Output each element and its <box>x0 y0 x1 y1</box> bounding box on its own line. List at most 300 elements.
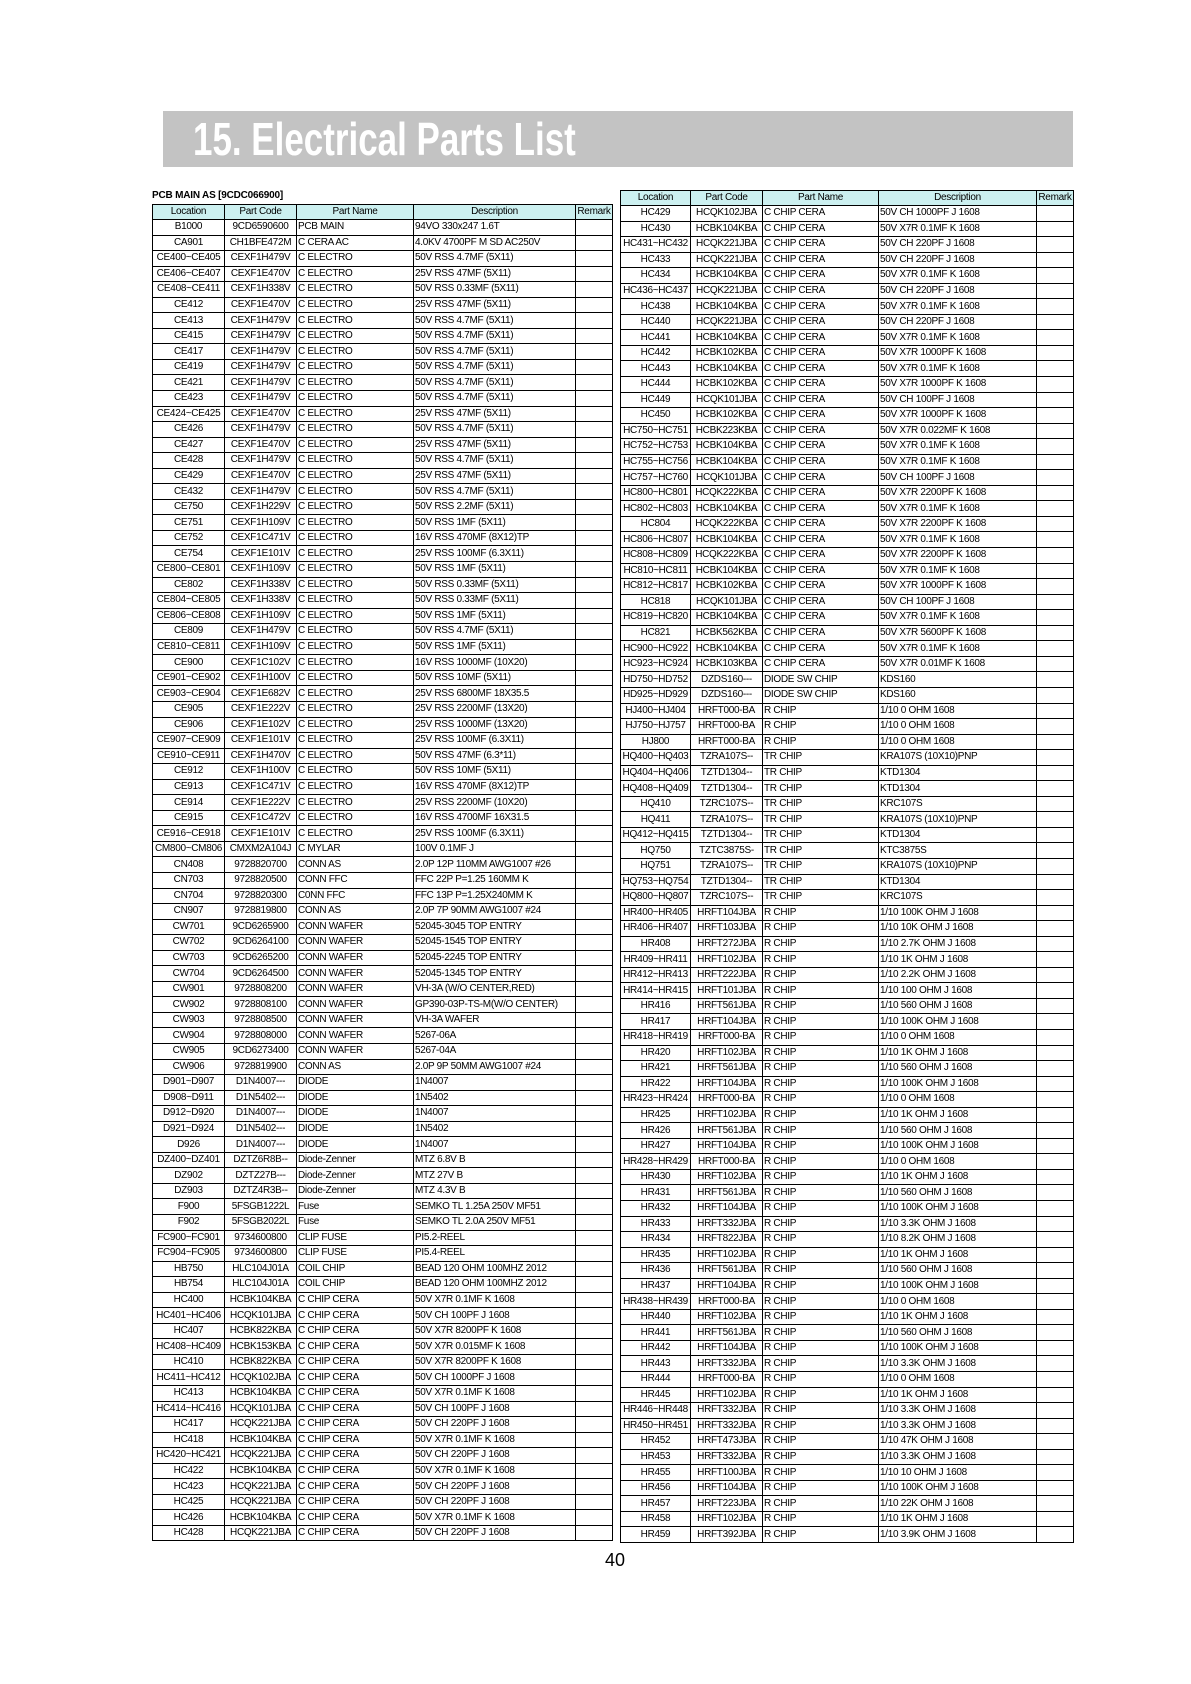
table-row <box>153 1432 613 1448</box>
location-cell: HR417 <box>621 1014 691 1030</box>
remark-cell <box>576 1168 613 1184</box>
part-name-cell: R CHIP <box>763 1278 879 1294</box>
part-code-cell: TZRC107S-- <box>691 890 763 906</box>
remark-cell <box>1037 330 1074 346</box>
column-header-location: Location <box>621 191 691 206</box>
location-cell: HC438 <box>621 299 691 315</box>
remark-cell <box>576 1012 613 1028</box>
remark-cell <box>576 1183 613 1199</box>
part-name-cell: C CHIP CERA <box>763 206 879 222</box>
part-code-cell: HCBK104KBA <box>691 641 763 657</box>
location-cell: HC429 <box>621 206 691 222</box>
part-code-cell: HRFT102JBA <box>691 1045 763 1061</box>
location-cell: CN408 <box>153 857 225 873</box>
part-name-cell: C ELECTRO <box>297 655 414 671</box>
remark-cell <box>1037 952 1074 968</box>
location-cell: CW905 <box>153 1043 225 1059</box>
part-name-cell: R CHIP <box>763 1138 879 1154</box>
part-code-cell: HRFT332JBA <box>691 1403 763 1419</box>
description-cell: 1N4007 <box>414 1075 576 1091</box>
remark-cell <box>1037 268 1074 284</box>
location-cell: CE913 <box>153 779 225 795</box>
description-cell: 1N5402 <box>414 1090 576 1106</box>
description-cell: 1/10 1K OHM J 1608 <box>879 1107 1037 1123</box>
remark-cell <box>1037 1154 1074 1170</box>
part-code-cell: CEXF1C472V <box>225 810 297 826</box>
description-cell: 50V RSS 2.2MF (5X11) <box>414 499 576 515</box>
table-row <box>153 577 613 593</box>
table-row <box>153 1075 613 1091</box>
description-cell: 1/10 3.3K OHM J 1608 <box>879 1216 1037 1232</box>
location-cell: CN703 <box>153 872 225 888</box>
location-cell: D921~D924 <box>153 1121 225 1137</box>
description-cell: 25V RSS 47MF (5X11) <box>414 297 576 313</box>
description-cell: 1/10 47K OHM J 1608 <box>879 1434 1037 1450</box>
table-row <box>621 734 1074 750</box>
table-row <box>621 283 1074 299</box>
remark-cell <box>576 1137 613 1153</box>
part-name-cell: C ELECTRO <box>297 593 414 609</box>
part-name-cell: DIODE <box>297 1121 414 1137</box>
part-code-cell: HRFT000-BA <box>691 703 763 719</box>
table-row <box>153 1417 613 1433</box>
table-row <box>621 485 1074 501</box>
header-row <box>621 191 1074 206</box>
description-cell: 1/10 3.3K OHM J 1608 <box>879 1356 1037 1372</box>
location-cell: HR428~HR429 <box>621 1154 691 1170</box>
table-row <box>621 1076 1074 1092</box>
location-cell: HC413 <box>153 1386 225 1402</box>
part-name-cell: R CHIP <box>763 1340 879 1356</box>
location-cell: CE901~CE902 <box>153 670 225 686</box>
remark-cell <box>576 593 613 609</box>
part-name-cell: C CHIP CERA <box>297 1494 414 1510</box>
part-name-cell: CONN WAFER <box>297 997 414 1013</box>
table-row <box>153 391 613 407</box>
table-row <box>621 1496 1074 1512</box>
part-name-cell: C ELECTRO <box>297 422 414 438</box>
part-name-cell: PCB MAIN <box>297 220 414 236</box>
part-name-cell: C CHIP CERA <box>763 221 879 237</box>
description-cell: 1/10 3.3K OHM J 1608 <box>879 1403 1037 1419</box>
table-row <box>621 703 1074 719</box>
part-code-cell: HRFT332JBA <box>691 1216 763 1232</box>
remark-cell <box>576 701 613 717</box>
part-name-cell: C CHIP CERA <box>297 1323 414 1339</box>
description-cell: 1/10 100K OHM J 1608 <box>879 905 1037 921</box>
part-name-cell: R CHIP <box>763 998 879 1014</box>
remark-cell <box>1037 874 1074 890</box>
description-cell: 1/10 1K OHM J 1608 <box>879 1169 1037 1185</box>
description-cell: 50V X7R 0.1MF K 1608 <box>414 1386 576 1402</box>
remark-cell <box>576 1059 613 1075</box>
part-code-cell: HCQK221JBA <box>691 237 763 253</box>
location-cell: CE907~CE909 <box>153 733 225 749</box>
description-cell: 50V CH 220PF J 1608 <box>414 1479 576 1495</box>
location-cell: F902 <box>153 1215 225 1231</box>
remark-cell <box>576 966 613 982</box>
remark-cell <box>576 608 613 624</box>
location-cell: CE915 <box>153 810 225 826</box>
part-name-cell: C MYLAR <box>297 841 414 857</box>
description-cell: 50V X7R 0.1MF K 1608 <box>879 361 1037 377</box>
remark-cell <box>576 748 613 764</box>
part-code-cell: HCBK104KBA <box>691 268 763 284</box>
description-cell: 4.0KV 4700PF M SD AC250V <box>414 235 576 251</box>
part-name-cell: C CERA AC <box>297 235 414 251</box>
remark-cell <box>1037 1372 1074 1388</box>
part-code-cell: CEXF1H479V <box>225 391 297 407</box>
description-cell: KRA107S (10X10)PNP <box>879 858 1037 874</box>
description-cell: 52045-3045 TOP ENTRY <box>414 919 576 935</box>
description-cell: FFC 22P P=1.25 160MM K <box>414 872 576 888</box>
description-cell: 50V RSS 4.7MF (5X11) <box>414 344 576 360</box>
location-cell: HC428 <box>153 1525 225 1541</box>
description-cell: 50V X7R 0.1MF K 1608 <box>879 299 1037 315</box>
part-code-cell: CEXF1H479V <box>225 251 297 267</box>
table-row <box>153 1106 613 1122</box>
description-cell: 1/10 1K OHM J 1608 <box>879 1309 1037 1325</box>
location-cell: CE804~CE805 <box>153 593 225 609</box>
table-row <box>621 361 1074 377</box>
remark-cell <box>576 1043 613 1059</box>
location-cell: CW702 <box>153 935 225 951</box>
table-row <box>621 781 1074 797</box>
remark-cell <box>576 515 613 531</box>
part-name-cell: C CHIP CERA <box>763 641 879 657</box>
table-row <box>153 639 613 655</box>
location-cell: HC821 <box>621 625 691 641</box>
part-code-cell: CEXF1E102V <box>225 717 297 733</box>
remark-cell <box>1037 703 1074 719</box>
table-row <box>153 1292 613 1308</box>
table-row <box>153 764 613 780</box>
remark-cell <box>1037 936 1074 952</box>
description-cell: FFC 13P P=1.25X240MM K <box>414 888 576 904</box>
description-cell: 1/10 560 OHM J 1608 <box>879 998 1037 1014</box>
remark-cell <box>1037 1309 1074 1325</box>
table-row <box>621 1029 1074 1045</box>
part-name-cell: C CHIP CERA <box>763 252 879 268</box>
description-cell: 1/10 10 OHM J 1608 <box>879 1465 1037 1481</box>
part-name-cell: C CHIP CERA <box>763 330 879 346</box>
remark-cell <box>1037 532 1074 548</box>
part-name-cell: R CHIP <box>763 1029 879 1045</box>
remark-cell <box>1037 1107 1074 1123</box>
remark-cell <box>1037 1278 1074 1294</box>
part-code-cell: TZRA107S-- <box>691 812 763 828</box>
location-cell: HJ800 <box>621 734 691 750</box>
title-banner <box>163 111 1073 167</box>
location-cell: CE417 <box>153 344 225 360</box>
description-cell: 25V RSS 1000MF (13X20) <box>414 717 576 733</box>
table-row <box>153 1121 613 1137</box>
part-code-cell: 9CD6265200 <box>225 950 297 966</box>
part-name-cell: TR CHIP <box>763 827 879 843</box>
table-row <box>153 717 613 733</box>
table-row <box>153 655 613 671</box>
table-row <box>621 1480 1074 1496</box>
table-row <box>621 1372 1074 1388</box>
location-cell: HR416 <box>621 998 691 1014</box>
remark-cell <box>1037 625 1074 641</box>
table-row <box>153 1463 613 1479</box>
location-cell: CE415 <box>153 328 225 344</box>
location-cell: HR427 <box>621 1138 691 1154</box>
part-code-cell: HCQK101JBA <box>691 594 763 610</box>
table-row <box>621 750 1074 766</box>
remark-cell <box>1037 967 1074 983</box>
description-cell: 50V RSS 0.33MF (5X11) <box>414 593 576 609</box>
remark-cell <box>576 297 613 313</box>
description-cell: 50V X7R 0.1MF K 1608 <box>879 268 1037 284</box>
part-name-cell: R CHIP <box>763 1309 879 1325</box>
part-code-cell: HCBK104KBA <box>691 532 763 548</box>
remark-cell <box>1037 1325 1074 1341</box>
part-code-cell: HRFT222JBA <box>691 967 763 983</box>
remark-cell <box>1037 1496 1074 1512</box>
location-cell: HR435 <box>621 1247 691 1263</box>
remark-cell <box>1037 796 1074 812</box>
part-code-cell: CEXF1H100V <box>225 670 297 686</box>
location-cell: CW701 <box>153 919 225 935</box>
part-name-cell: CONN WAFER <box>297 1043 414 1059</box>
part-code-cell: HCBK104KBA <box>225 1510 297 1526</box>
part-code-cell: HRFT822JBA <box>691 1232 763 1248</box>
description-cell: 5267-04A <box>414 1043 576 1059</box>
remark-cell <box>576 655 613 671</box>
part-name-cell: C ELECTRO <box>297 670 414 686</box>
remark-cell <box>576 1292 613 1308</box>
table-row <box>153 670 613 686</box>
part-name-cell: C ELECTRO <box>297 764 414 780</box>
table-row <box>621 470 1074 486</box>
remark-cell <box>576 764 613 780</box>
remark-cell <box>576 1510 613 1526</box>
table-row <box>153 406 613 422</box>
table-row <box>153 826 613 842</box>
description-cell: 50V RSS 4.7MF (5X11) <box>414 251 576 267</box>
location-cell: CE400~CE405 <box>153 251 225 267</box>
part-code-cell: HRFT561JBA <box>691 1123 763 1139</box>
part-code-cell: HCQK101JBA <box>691 470 763 486</box>
page-title: 15. Electrical Parts List <box>193 113 576 165</box>
part-code-cell: HRFT102JBA <box>691 1511 763 1527</box>
part-code-cell: 9728808200 <box>225 981 297 997</box>
part-name-cell: C CHIP CERA <box>297 1354 414 1370</box>
location-cell: DZ902 <box>153 1168 225 1184</box>
part-code-cell: HRFT102JBA <box>691 1169 763 1185</box>
table-row <box>621 1465 1074 1481</box>
table-row <box>621 672 1074 688</box>
description-cell: 25V RSS 6800MF 18X35.5 <box>414 686 576 702</box>
part-name-cell: C CHIP CERA <box>297 1432 414 1448</box>
part-code-cell: HCBK102KBA <box>691 579 763 595</box>
remark-cell <box>576 344 613 360</box>
remark-cell <box>1037 206 1074 222</box>
remark-cell <box>576 1106 613 1122</box>
location-cell: HC900~HC922 <box>621 641 691 657</box>
part-name-cell: Fuse <box>297 1215 414 1231</box>
parts-table-left <box>152 204 613 1541</box>
table-row <box>153 546 613 562</box>
part-name-cell: DIODE SW CHIP <box>763 672 879 688</box>
description-cell: PI5.4-REEL <box>414 1246 576 1262</box>
location-cell: F900 <box>153 1199 225 1215</box>
part-code-cell: 5FSGB2022L <box>225 1215 297 1231</box>
description-cell: 50V X7R 0.1MF K 1608 <box>879 439 1037 455</box>
remark-cell <box>1037 765 1074 781</box>
description-cell: 25V RSS 100MF (6.3X11) <box>414 733 576 749</box>
remark-cell <box>576 437 613 453</box>
part-name-cell: C ELECTRO <box>297 795 414 811</box>
description-cell: 1/10 3.3K OHM J 1608 <box>879 1449 1037 1465</box>
part-code-cell: CEXF1H479V <box>225 359 297 375</box>
part-name-cell: C CHIP CERA <box>297 1308 414 1324</box>
column-header-part-name: Part Name <box>763 191 879 206</box>
description-cell: 50V CH 100PF J 1608 <box>879 594 1037 610</box>
location-cell: CE427 <box>153 437 225 453</box>
part-name-cell: TR CHIP <box>763 843 879 859</box>
remark-cell <box>576 1323 613 1339</box>
description-cell: MTZ 27V B <box>414 1168 576 1184</box>
remark-cell <box>1037 454 1074 470</box>
table-row <box>153 1510 613 1526</box>
part-name-cell: C CHIP CERA <box>297 1510 414 1526</box>
location-cell: HR441 <box>621 1325 691 1341</box>
part-code-cell: CEXF1H479V <box>225 422 297 438</box>
description-cell: 1/10 560 OHM J 1608 <box>879 1061 1037 1077</box>
column-header-part-code: Part Code <box>225 205 297 220</box>
part-code-cell: HCBK102KBA <box>691 408 763 424</box>
part-code-cell: DZTZ6R8B-- <box>225 1152 297 1168</box>
part-code-cell: HRFT104JBA <box>691 1076 763 1092</box>
part-name-cell: C ELECTRO <box>297 639 414 655</box>
table-row <box>621 1232 1074 1248</box>
location-cell: CW901 <box>153 981 225 997</box>
location-cell: HR438~HR439 <box>621 1294 691 1310</box>
remark-cell <box>1037 1434 1074 1450</box>
part-code-cell: HCQK221JBA <box>225 1448 297 1464</box>
description-cell: 50V CH 220PF J 1608 <box>414 1417 576 1433</box>
table-row <box>153 1137 613 1153</box>
location-cell: CE424~CE425 <box>153 406 225 422</box>
part-name-cell: C ELECTRO <box>297 562 414 578</box>
part-name-cell: R CHIP <box>763 1092 879 1108</box>
remark-cell <box>1037 858 1074 874</box>
description-cell: 100V 0.1MF J <box>414 841 576 857</box>
table-row <box>153 779 613 795</box>
remark-cell <box>1037 750 1074 766</box>
part-name-cell: C CHIP CERA <box>763 454 879 470</box>
table-row <box>153 1261 613 1277</box>
part-name-cell: C CHIP CERA <box>297 1525 414 1541</box>
location-cell: CE413 <box>153 313 225 329</box>
remark-cell <box>576 841 613 857</box>
part-code-cell: HCQK102JBA <box>225 1370 297 1386</box>
remark-cell <box>1037 983 1074 999</box>
location-cell: FC900~FC901 <box>153 1230 225 1246</box>
table-row <box>621 1325 1074 1341</box>
location-cell: HR442 <box>621 1340 691 1356</box>
part-name-cell: TR CHIP <box>763 765 879 781</box>
part-name-cell: C CHIP CERA <box>763 485 879 501</box>
table-row <box>153 1525 613 1541</box>
table-row <box>621 1263 1074 1279</box>
part-name-cell: R CHIP <box>763 1045 879 1061</box>
location-cell: FC904~FC905 <box>153 1246 225 1262</box>
part-code-cell: HRFT000-BA <box>691 1372 763 1388</box>
location-cell: CW906 <box>153 1059 225 1075</box>
remark-cell <box>1037 1294 1074 1310</box>
table-row <box>153 608 613 624</box>
table-row <box>153 872 613 888</box>
description-cell: SEMKO TL 1.25A 250V MF51 <box>414 1199 576 1215</box>
table-row <box>153 297 613 313</box>
location-cell: HC808~HC809 <box>621 548 691 564</box>
description-cell: 94VO 330x247 1.6T <box>414 220 576 236</box>
description-cell: 50V X7R 0.1MF K 1608 <box>414 1463 576 1479</box>
remark-cell <box>576 499 613 515</box>
part-name-cell: C ELECTRO <box>297 437 414 453</box>
remark-cell <box>1037 299 1074 315</box>
table-row <box>153 328 613 344</box>
table-row <box>153 935 613 951</box>
remark-cell <box>1037 594 1074 610</box>
location-cell: HQ753~HQ754 <box>621 874 691 890</box>
part-code-cell: HCBK104KBA <box>691 439 763 455</box>
part-code-cell: CMXM2A104J <box>225 841 297 857</box>
part-name-cell: C CHIP CERA <box>763 470 879 486</box>
part-name-cell: COIL CHIP <box>297 1277 414 1293</box>
table-row <box>621 610 1074 626</box>
part-name-cell: C ELECTRO <box>297 313 414 329</box>
remark-cell <box>576 546 613 562</box>
part-code-cell: HRFT100JBA <box>691 1465 763 1481</box>
remark-cell <box>576 904 613 920</box>
part-code-cell: HRFT102JBA <box>691 952 763 968</box>
part-name-cell: R CHIP <box>763 1511 879 1527</box>
remark-cell <box>576 795 613 811</box>
part-name-cell: C CHIP CERA <box>763 423 879 439</box>
description-cell: 1N4007 <box>414 1106 576 1122</box>
part-name-cell: R CHIP <box>763 1154 879 1170</box>
description-cell: 50V RSS 4.7MF (5X11) <box>414 484 576 500</box>
header-row <box>153 205 613 220</box>
description-cell: 1/10 560 OHM J 1608 <box>879 1263 1037 1279</box>
location-cell: CE408~CE411 <box>153 282 225 298</box>
table-row <box>153 686 613 702</box>
part-code-cell: HRFT473JBA <box>691 1434 763 1450</box>
remark-cell <box>576 717 613 733</box>
table-row <box>621 827 1074 843</box>
part-name-cell: CONN WAFER <box>297 1028 414 1044</box>
remark-cell <box>1037 1076 1074 1092</box>
part-code-cell: CEXF1E101V <box>225 546 297 562</box>
part-code-cell: 9734600800 <box>225 1230 297 1246</box>
remark-cell <box>1037 827 1074 843</box>
location-cell: D912~D920 <box>153 1106 225 1122</box>
table-row <box>153 966 613 982</box>
location-cell: DZ903 <box>153 1183 225 1199</box>
location-cell: CE421 <box>153 375 225 391</box>
location-cell: D901~D907 <box>153 1075 225 1091</box>
remark-cell <box>1037 1247 1074 1263</box>
remark-cell <box>1037 812 1074 828</box>
table-row <box>621 563 1074 579</box>
remark-cell <box>1037 1169 1074 1185</box>
parts-table-right <box>620 190 1074 1543</box>
